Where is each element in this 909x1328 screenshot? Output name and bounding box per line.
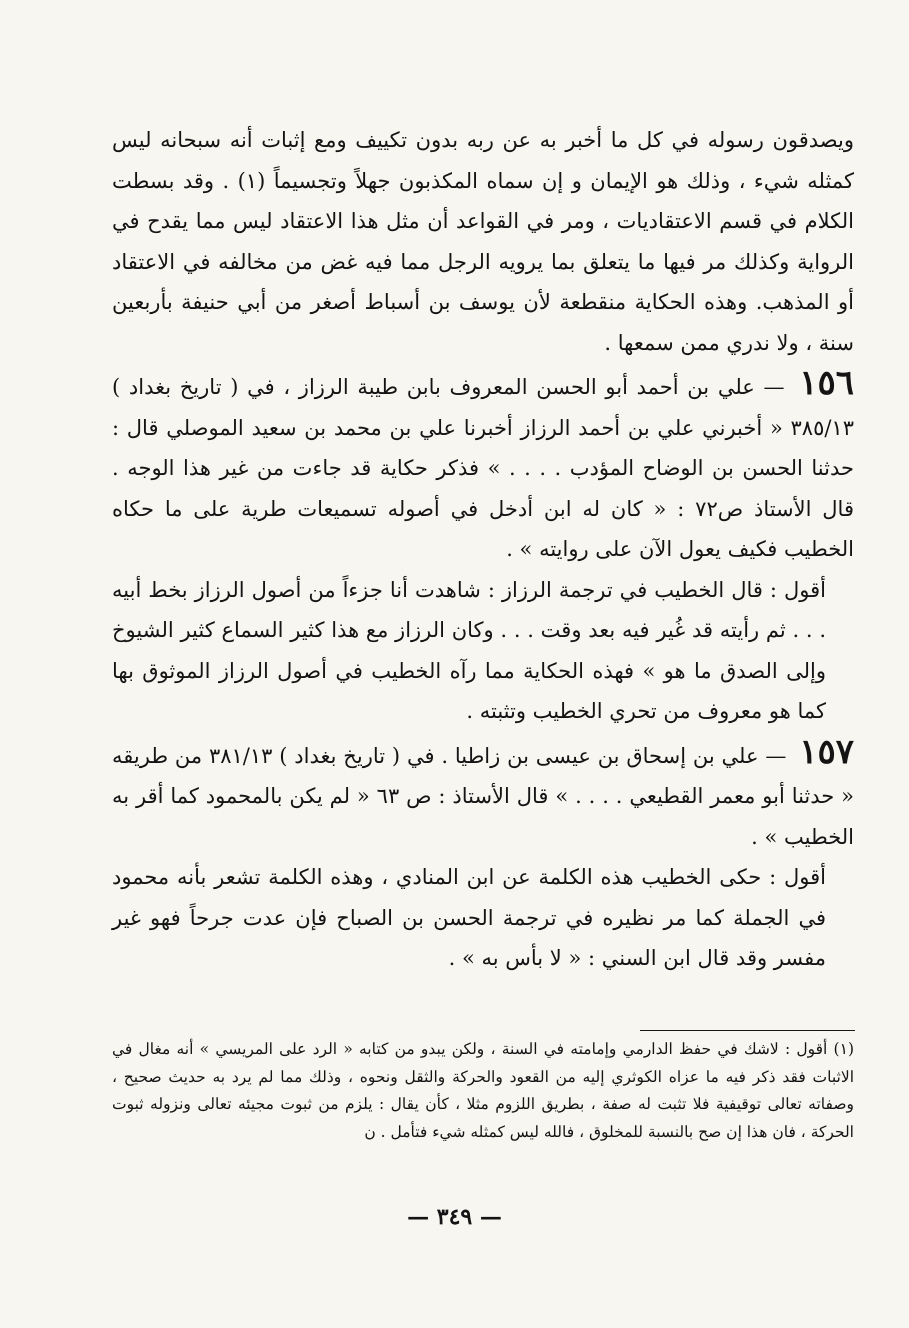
footnotes — [112, 1036, 854, 1146]
entry-157 — [112, 732, 854, 858]
entry-text: — علي بن إسحاق بن عيسى بن زاطيا . في ( تاريخ بغداد ) ٣٨١/١٣ من طريقه « حدثنا أبو معمر القطيعي . . . . » قال الأستاذ : ص ٦٣ « لم يكن بالمحمود كما أقر به الخطيب » . — [112, 743, 855, 849]
entry-number: ١٥٦ — [799, 363, 854, 403]
paragraph-continued: ويصدقون رسوله في كل ما أخبر به عن ربه بدون تكييف ومع إثبات أنه سبحانه ليس كمثله شيء ، وذلك هو الإيمان و إن سماه المكذبون جهلاً وتجسيماً (١) . وقد بسطت الكلام في قسم الاعتقاديات ، ومر في القواعد أن مثل هذا الاعتقاد ليس مما يقدح في الرواية وكذلك مر فيها ما يتعلق بما يرويه الرجل مما فيه غض من مخالفه في الاعتقاد أو المذهب. وهذه الحكاية منقطعة لأن يوسف بن أسباط أصغر من أبي حنيفة بأربعين سنة ، ولا ندري ممن سمعها . — [112, 128, 854, 355]
entry-text: — علي بن أحمد أبو الحسن المعروف بابن طيبة الرزاز ، في ( تاريخ بغداد ) ٣٨٥/١٣ « أخبرني علي بن أحمد الرزاز أخبرنا علي بن محمد بن سعيد الموصلي قال : حدثنا الحسن بن الوضاح المؤدب . . . . » فذكر حكاية قد جاءت من غير هذا الوجه . قال الأستاذ ص٧٢ : « كان له ابن أدخل في أصوله تسميعات طرية على ما حكاه الخطيب فكيف يعول الآن على روايته » . — [112, 375, 854, 561]
footnote-1: (١) أقول : لاشك في حفظ الدارمي وإمامته في السنة ، ولكن يبدو من كتابه « الرد على المريسي » أنه مغال في الاثبات فقد ذكر فيه ما عزاه الكوثري إليه من القعود والحركة والثقل ونحوه ، وذلك مما لم يرد به حديث صحيح ، وصفاته تعالى توقيفية فلا تثبت له صفة ، بطريق اللزوم مثلا ، كأن يقال : يلزم من ثبوت مجيئه تعالى ونزوله ثبوت الحركة ، فان هذا إن صح بالنسبة للمخلوق ، فالله ليس كمثله شيء فتأمل . ن — [112, 1040, 854, 1141]
commentary-paragraph: أقول : حكى الخطيب هذه الكلمة عن ابن المنادي ، وهذه الكلمة تشعر بأنه محمود في الجملة كما مر نظيره في ترجمة الحسن بن الصباح فإن عدت جرحاً فهو غير مفسر وقد قال ابن السني : « لا بأس به » . — [112, 865, 826, 970]
entry-156 — [112, 363, 854, 570]
page-number: — ٣٤٩ — — [407, 1204, 502, 1230]
commentary-paragraph: أقول : قال الخطيب في ترجمة الرزاز : شاهدت أنا جزءاً من أصول الرزاز بخط أبيه . . . ثم رأيته قد غُير فيه بعد وقت . . . وكان الرزاز مع هذا كثير السماع كثير الشيوخ وإلى الصدق ما هو » فهذه الحكاية مما رآه الخطيب في أصول الرزاز الموثوق بها كما هو معروف من تحري الخطيب وتثبته . — [112, 577, 826, 723]
footnote-divider — [640, 1030, 855, 1031]
entry-number: ١٥٧ — [799, 731, 854, 772]
main-text — [112, 120, 854, 979]
